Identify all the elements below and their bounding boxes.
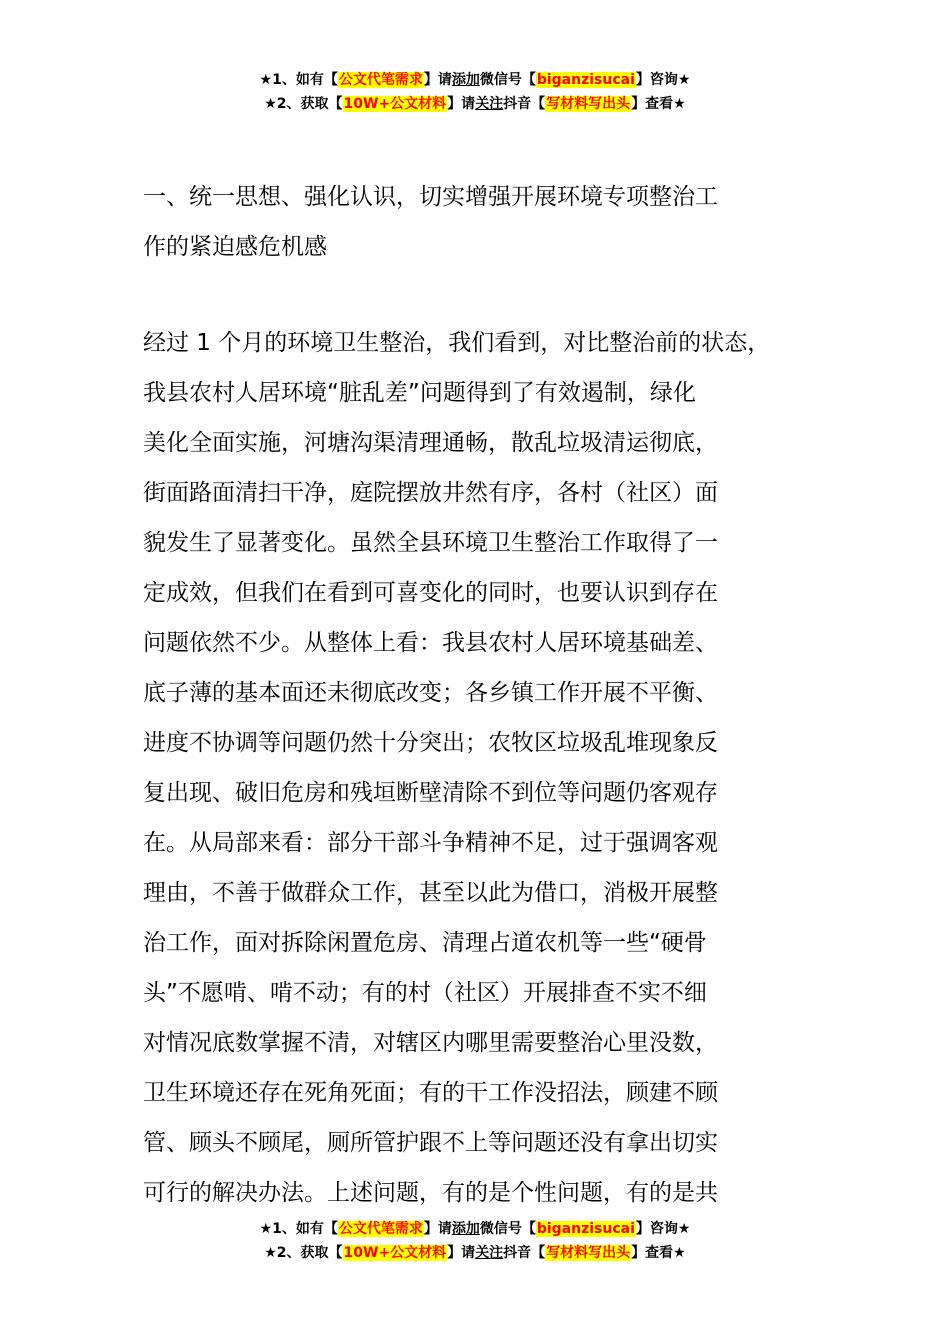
body-paragraph [143, 318, 843, 1218]
section-heading [143, 172, 823, 272]
promo-prefix: ★2、获取【 [264, 1245, 343, 1261]
promo-underline: 关注 [475, 96, 504, 112]
paragraph-line: 治工作，面对拆除闲置危房、清理占道农机等一些“硬骨 [143, 930, 707, 956]
paragraph-line: 我县农村人居环境“脏乱差”问题得到了有效遏制，绿化 [143, 380, 696, 406]
promo-underline: 添加 [451, 72, 480, 88]
paragraph-line: 可行的解决办法。上述问题，有的是个性问题，有的是共 [143, 1180, 718, 1206]
promo-line-1 [0, 68, 950, 92]
paragraph-line: 对情况底数掌握不清，对辖区内哪里需要整治心里没数， [143, 1030, 718, 1056]
promo-prefix: ★1、如有【 [259, 1221, 338, 1237]
paragraph-line: 美化全面实施，河塘沟渠清理通畅，散乱垃圾清运彻底， [143, 430, 718, 456]
promo-line-2 [0, 1241, 950, 1265]
paragraph-line: 问题依然不少。从整体上看：我县农村人居环境基础差、 [143, 630, 718, 656]
paragraph-line: 理由，不善于做群众工作，甚至以此为借口，消极开展整 [143, 880, 718, 906]
promo-underline: 添加 [451, 1221, 480, 1237]
paragraph-line: 经过 1 个月的环境卫生整治，我们看到，对比整治前的状态， [143, 330, 771, 356]
paragraph-line: 在。从局部来看：部分干部斗争精神不足，过于强调客观 [143, 830, 718, 856]
promo-line-1 [0, 1217, 950, 1241]
promo-prefix: ★2、获取【 [264, 96, 343, 112]
promo-highlight: biganzisucai [536, 72, 635, 88]
promo-text: 】请 [423, 72, 452, 88]
promo-highlight: 公文代笔需求 [338, 72, 423, 88]
paragraph-line: 进度不协调等问题仍然十分突出；农牧区垃圾乱堆现象反 [143, 730, 718, 756]
promo-suffix: 】查看★ [631, 96, 686, 112]
promo-text: 微信号【 [479, 72, 536, 88]
promo-highlight: 10W+公文材料 [343, 1245, 447, 1261]
heading-line: 作的紧迫感危机感 [143, 234, 327, 260]
heading-line: 一、统一思想、强化认识，切实增强开展环境专项整治工 [143, 184, 718, 210]
paragraph-line: 底子薄的基本面还未彻底改变；各乡镇工作开展不平衡、 [143, 680, 718, 706]
promo-banner-top [0, 68, 950, 116]
paragraph-line: 管、顾头不顾尾，厕所管护跟不上等问题还没有拿出切实 [143, 1130, 718, 1156]
paragraph-line: 头”不愿啃、啃不动；有的村（社区）开展排查不实不细 [143, 980, 707, 1006]
promo-text: 】请 [447, 1245, 476, 1261]
promo-text: 】请 [447, 96, 476, 112]
promo-highlight: 10W+公文材料 [343, 96, 447, 112]
promo-highlight: 公文代笔需求 [338, 1221, 423, 1237]
promo-highlight: 写材料写出头 [546, 1245, 631, 1261]
paragraph-line: 卫生环境还存在死角死面；有的干工作没招法，顾建不顾 [143, 1080, 718, 1106]
paragraph-line: 街面路面清扫干净，庭院摆放井然有序，各村（社区）面 [143, 480, 718, 506]
paragraph-line: 貌发生了显著变化。虽然全县环境卫生整治工作取得了一 [143, 530, 718, 556]
promo-suffix: 】咨询★ [635, 1221, 691, 1237]
promo-prefix: ★1、如有【 [259, 72, 338, 88]
promo-highlight: 写材料写出头 [546, 96, 631, 112]
promo-highlight: biganzisucai [536, 1221, 635, 1237]
promo-line-2 [0, 92, 950, 116]
promo-suffix: 】咨询★ [635, 72, 691, 88]
promo-text: 】请 [423, 1221, 452, 1237]
promo-banner-bottom [0, 1217, 950, 1265]
promo-suffix: 】查看★ [631, 1245, 686, 1261]
promo-text: 抖音【 [503, 1245, 546, 1261]
promo-text: 抖音【 [503, 96, 546, 112]
promo-text: 微信号【 [479, 1221, 536, 1237]
paragraph-line: 定成效，但我们在看到可喜变化的同时，也要认识到存在 [143, 580, 718, 606]
promo-underline: 关注 [475, 1245, 504, 1261]
paragraph-line: 复出现、破旧危房和残垣断壁清除不到位等问题仍客观存 [143, 780, 718, 806]
